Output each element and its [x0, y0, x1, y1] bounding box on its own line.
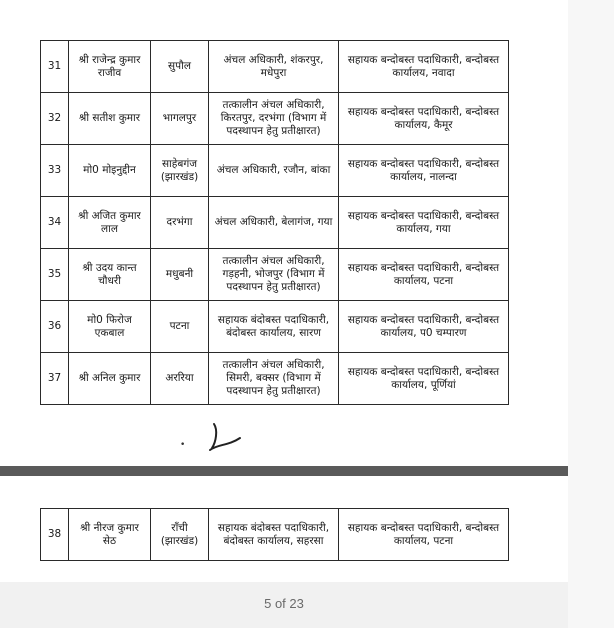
home-district-cell: दरभंगा: [151, 197, 209, 249]
transfer-table-continued: [40, 508, 509, 561]
officer-name-cell: श्री राजेन्द्र कुमार राजीव: [69, 41, 151, 93]
officer-name-cell: मो0 फिरोज एकबाल: [69, 301, 151, 353]
table-row: [41, 93, 509, 145]
current-posting-cell: अंचल अधिकारी, बेलागंज, गया: [209, 197, 339, 249]
home-district-cell: साहेबगंज (झारखंड): [151, 145, 209, 197]
new-posting-cell: सहायक बन्दोबस्त पदाधिकारी, बन्दोबस्त कार्यालय, पटना: [339, 509, 509, 561]
new-posting-cell: सहायक बन्दोबस्त पदाधिकारी, बन्दोबस्त कार्यालय, पटना: [339, 249, 509, 301]
home-district-cell: सुपौल: [151, 41, 209, 93]
current-posting-cell: तत्कालीन अंचल अधिकारी, किरतपुर, दरभंगा (विभाग में पदस्थापन हेतु प्रतीक्षारत): [209, 93, 339, 145]
signature-icon: [206, 420, 246, 456]
current-posting-cell: सहायक बंदोबस्त पदाधिकारी, बंदोबस्त कार्यालय, सहरसा: [209, 509, 339, 561]
officer-name-cell: मो0 मोइनुद्दीन: [69, 145, 151, 197]
table-row: [41, 41, 509, 93]
viewer-right-margin: [568, 0, 614, 628]
home-district-cell: मधुबनी: [151, 249, 209, 301]
new-posting-cell: सहायक बन्दोबस्त पदाधिकारी, बन्दोबस्त कार्यालय, प0 चम्पारण: [339, 301, 509, 353]
current-posting-cell: अंचल अधिकारी, शंकरपुर, मधेपुरा: [209, 41, 339, 93]
serial-cell: 38: [41, 509, 69, 561]
new-posting-cell: सहायक बन्दोबस्त पदाधिकारी, बन्दोबस्त कार्यालय, पूर्णियां: [339, 353, 509, 405]
new-posting-cell: सहायक बन्दोबस्त पदाधिकारी, बन्दोबस्त कार्यालय, कैमूर: [339, 93, 509, 145]
serial-cell: 34: [41, 197, 69, 249]
serial-cell: 31: [41, 41, 69, 93]
officer-name-cell: श्री उदय कान्त चौधरी: [69, 249, 151, 301]
table-row: [41, 249, 509, 301]
page-mark: •: [180, 440, 186, 450]
officer-name-cell: श्री अनिल कुमार: [69, 353, 151, 405]
table-row: [41, 353, 509, 405]
current-posting-cell: तत्कालीन अंचल अधिकारी, गड़हनी, भोजपुर (विभाग में पदस्थापन हेतु प्रतीक्षारत): [209, 249, 339, 301]
serial-cell: 35: [41, 249, 69, 301]
page-separator: [0, 466, 568, 476]
page-counter: 5 of 23: [264, 596, 304, 611]
new-posting-cell: सहायक बन्दोबस्त पदाधिकारी, बन्दोबस्त कार्यालय, नालन्दा: [339, 145, 509, 197]
current-posting-cell: तत्कालीन अंचल अधिकारी, सिमरी, बक्सर (विभाग में पदस्थापन हेतु प्रतीक्षारत): [209, 353, 339, 405]
home-district-cell: भागलपुर: [151, 93, 209, 145]
officer-name-cell: श्री अजित कुमार लाल: [69, 197, 151, 249]
officer-name-cell: श्री नीरज कुमार सेठ: [69, 509, 151, 561]
table-row: [41, 301, 509, 353]
new-posting-cell: सहायक बन्दोबस्त पदाधिकारी, बन्दोबस्त कार्यालय, नवादा: [339, 41, 509, 93]
home-district-cell: अररिया: [151, 353, 209, 405]
table-row: [41, 509, 509, 561]
officer-name-cell: श्री सतीश कुमार: [69, 93, 151, 145]
table-row: [41, 145, 509, 197]
transfer-table: [40, 40, 509, 405]
current-posting-cell: सहायक बंदोबस्त पदाधिकारी, बंदोबस्त कार्यालय, सारण: [209, 301, 339, 353]
pdf-page-6: [0, 476, 568, 582]
serial-cell: 33: [41, 145, 69, 197]
home-district-cell: पटना: [151, 301, 209, 353]
table-row: [41, 197, 509, 249]
serial-cell: 32: [41, 93, 69, 145]
serial-cell: 37: [41, 353, 69, 405]
current-posting-cell: अंचल अधिकारी, रजौन, बांका: [209, 145, 339, 197]
new-posting-cell: सहायक बन्दोबस्त पदाधिकारी, बन्दोबस्त कार्यालय, गया: [339, 197, 509, 249]
serial-cell: 36: [41, 301, 69, 353]
home-district-cell: रॉंची (झारखंड): [151, 509, 209, 561]
